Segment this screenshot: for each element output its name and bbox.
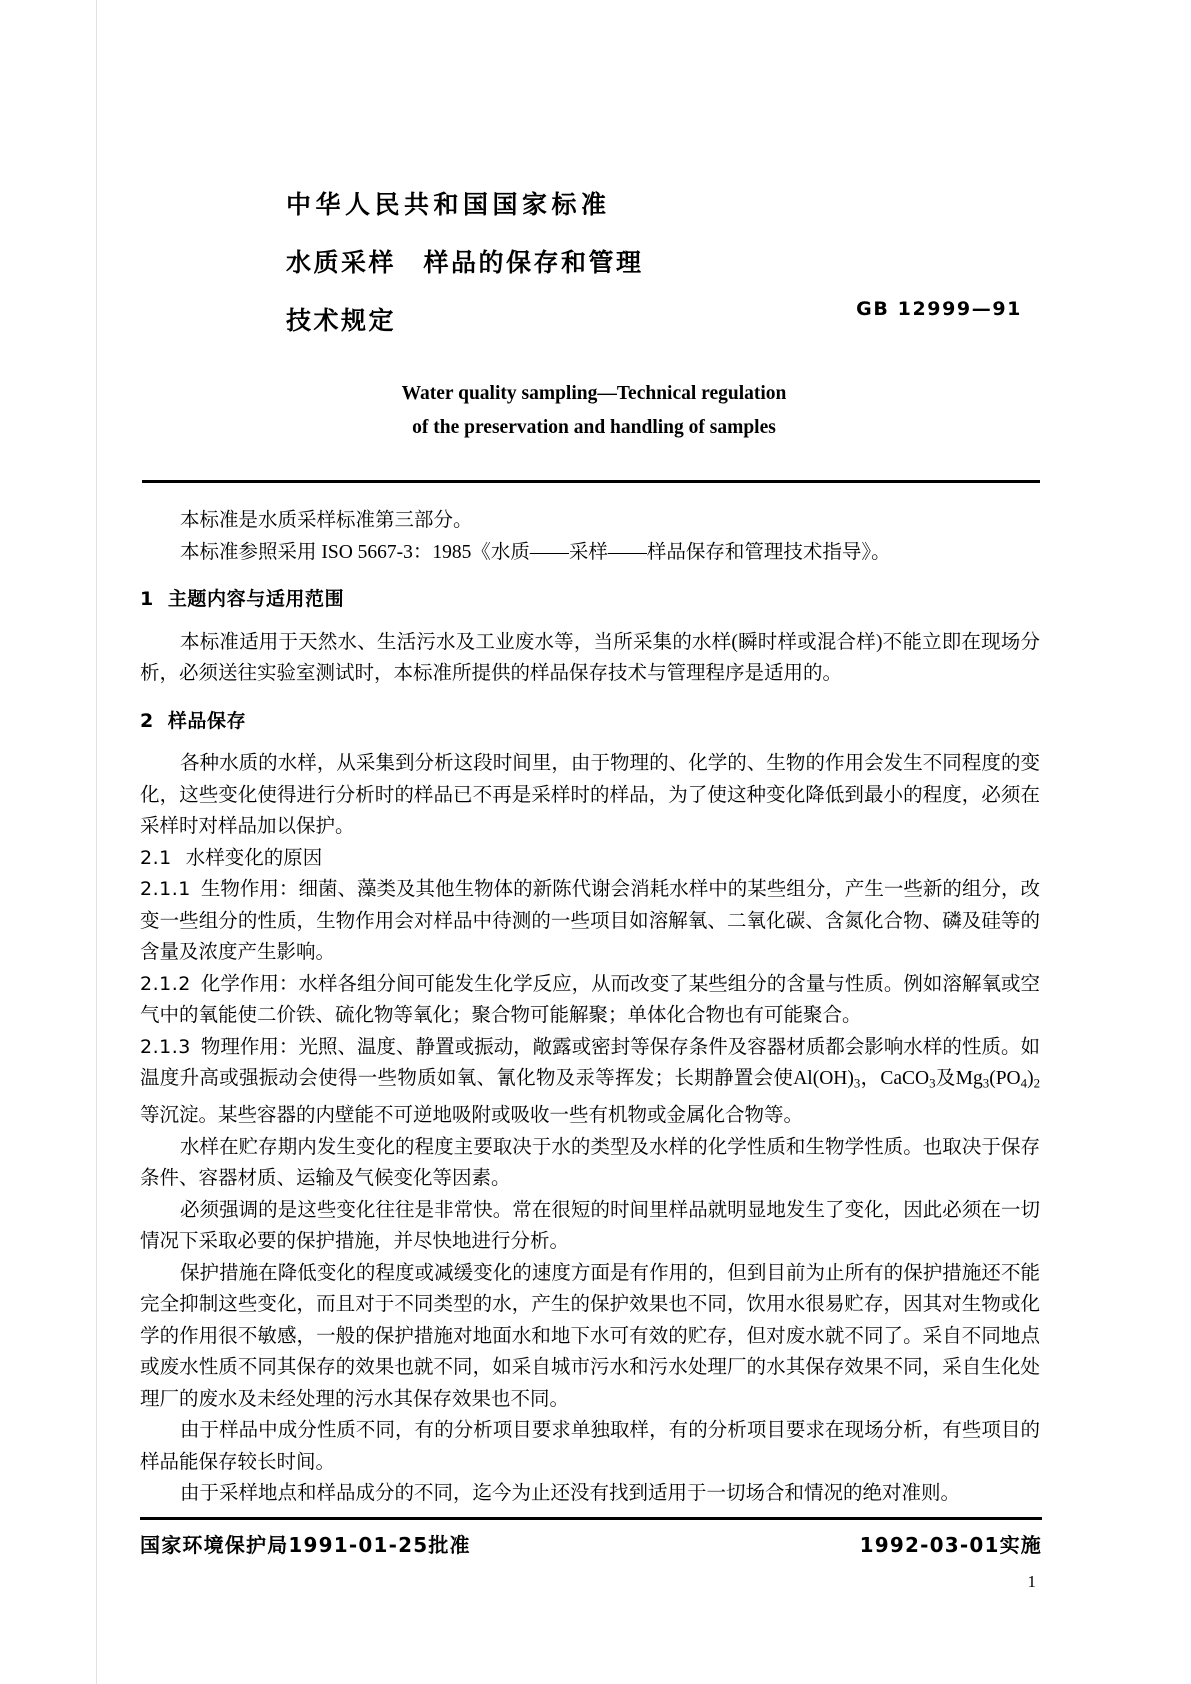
clause-2-1-number: 2.1 [140,846,172,869]
clause-2-1-2-number: 2.1.2 [140,972,191,995]
scan-edge [96,0,97,1684]
footer-divider [140,1517,1042,1520]
section-2-paragraph-6: 由于采样地点和样品成分的不同，迄今为止还没有找到适用于一切场合和情况的绝对准则。 [180,1483,961,1505]
section-2-paragraph-2: 水样在贮存期内发生变化的程度主要取决于水的类型及水样的化学性质和生物学性质。也取决于保存条件、容器材质、运输及气候变化等因素。 [140,1136,1040,1190]
clause-2-1-1-text: 生物作用：细菌、藻类及其他生物体的新陈代谢会消耗水样中的某些组分，产生一些新的组分，改变一些组分的性质，生物作用会对样品中待测的一些项目如溶解氧、二氧化碳、含氮化合物、磷及硅等的含量及浓度产生影响。 [140,879,1040,964]
section-2-heading [140,706,1040,738]
document-title-line1: 水质采样 样品的保存和管理 [286,248,644,277]
page-footer [140,1528,1042,1558]
section-1-paragraph: 本标准适用于天然水、生活污水及工业废水等，当所采集的水样(瞬时样或混合样)不能立即在现场分析，必须送往实验室测试时，本标准所提供的样品保存技术与管理程序是适用的。 [140,631,1040,685]
section-1-heading [140,584,1040,616]
document-body [140,505,1040,1510]
formula-subscript-3: 3 [982,1076,990,1091]
spacer [140,568,1040,584]
english-title-line1: Water quality sampling—Technical regulation [401,383,787,404]
page-content [140,0,1040,1510]
clause-2-1-3-text-part3: 及Mg [935,1068,983,1090]
section-2-paragraph-4: 保护措施在降低变化的程度或减缓变化的速度方面是有作用的，但到目前为止所有的保护措施还不能完全抑制这些变化，而且对于不同类型的水，产生的保护效果也不同，饮用水很易贮存，因其对生物或化学的作用很不敏感，一般的保护措施对地面水和地下水可有效的贮存，但对废水就不同了。采自不同地点或废水性质不同其保存的效果也就不同，如采自城市污水和污水处理厂的水其保存效果不同，采自生化处理厂的废水及未经处理的污水其保存效果也不同。 [140,1262,1040,1410]
clause-2-1-2-text: 化学作用：水样各组分间可能发生化学反应，从而改变了某些组分的含量与性质。例如溶解氧或空气中的氧能使二价铁、硫化物等氧化；聚合物可能解聚；单体化合物也有可能聚合。 [140,973,1040,1027]
formula-subscript-2: 3 [929,1076,936,1091]
section-2-paragraph-3: 必须强调的是这些变化往往是非常快。常在很短的时间里样品就明显地发生了变化，因此必须在一切情况下采取必要的保护措施，并尽快地进行分析。 [140,1199,1040,1253]
clause-2-1-3-text-part1: 物理作用：光照、温度、静置或振动，敞露或密封等保存条件及容器材质都会影响水样的性质。如温度升高或强振动会使得一些物质如氧、氰化物及汞等挥发；长期静置会使Al(OH) [140,1036,1040,1090]
page-number: 1 [1027,1572,1036,1591]
english-title-line2: of the preservation and handling of samples [412,416,776,438]
spacer [140,737,1040,748]
cover-block [140,0,1040,483]
formula-subscript-4: 4 [1020,1076,1028,1091]
section-2-number: 2 [140,709,154,732]
spacer [140,616,1040,627]
spacer [140,690,1040,706]
intro-paragraph-1: 本标准是水质采样标准第三部分。 [180,510,473,532]
standard-number: GB 12999—91 [856,298,1022,320]
clause-2-1-1 [140,874,1040,969]
formula-subscript-1: 3 [853,1076,861,1091]
implementation-date: 1992-03-01实施 [859,1532,1042,1557]
intro-paragraph-2: 本标准参照采用 ISO 5667-3：1985《水质——采样——样品保存和管理技术指导》。 [180,541,891,563]
section-1-number: 1 [140,588,154,611]
clause-2-1-3-text-part5: ) [1027,1068,1034,1090]
formula-subscript-5: 2 [1033,1076,1040,1091]
english-title [140,377,1040,444]
clause-2-1 [140,843,1040,875]
section-2-title: 样品保存 [167,709,247,732]
section-2-paragraph-1: 各种水质的水样，从采集到分析这段时间里，由于物理的、化学的、生物的作用会发生不同程度的变化，这些变化使得进行分析时的样品已不再是采样时的样品，为了使这种变化降低到最小的程度，必须在采样时对样品加以保护。 [140,753,1040,838]
header-divider [142,480,1040,483]
clause-2-1-title: 水样变化的原因 [185,847,323,869]
clause-2-1-3 [140,1032,1040,1132]
clause-2-1-3-text-part2: ，CaCO [860,1068,930,1090]
section-2-paragraph-5: 由于样品中成分性质不同，有的分析项目要求单独取样，有的分析项目要求在现场分析，有些项目的样品能保存较长时间。 [140,1420,1040,1473]
clause-2-1-1-number: 2.1.1 [140,878,191,901]
document-title-line2: 技术规定 [286,306,397,335]
clause-2-1-3-number: 2.1.3 [140,1035,191,1058]
clause-2-1-3-text-part4: (PO [989,1068,1021,1090]
clause-2-1-3-text-part6: 等沉淀。某些容器的内壁能不可逆地吸附或吸收一些有机物或金属化合物等。 [140,1105,804,1127]
national-standard-heading: 中华人民共和国国家标准 [286,190,611,219]
approval-statement: 国家环境保护局1991-01-25批准 [140,1532,471,1557]
section-1-title: 主题内容与适用范围 [167,588,345,611]
clause-2-1-2 [140,969,1040,1032]
